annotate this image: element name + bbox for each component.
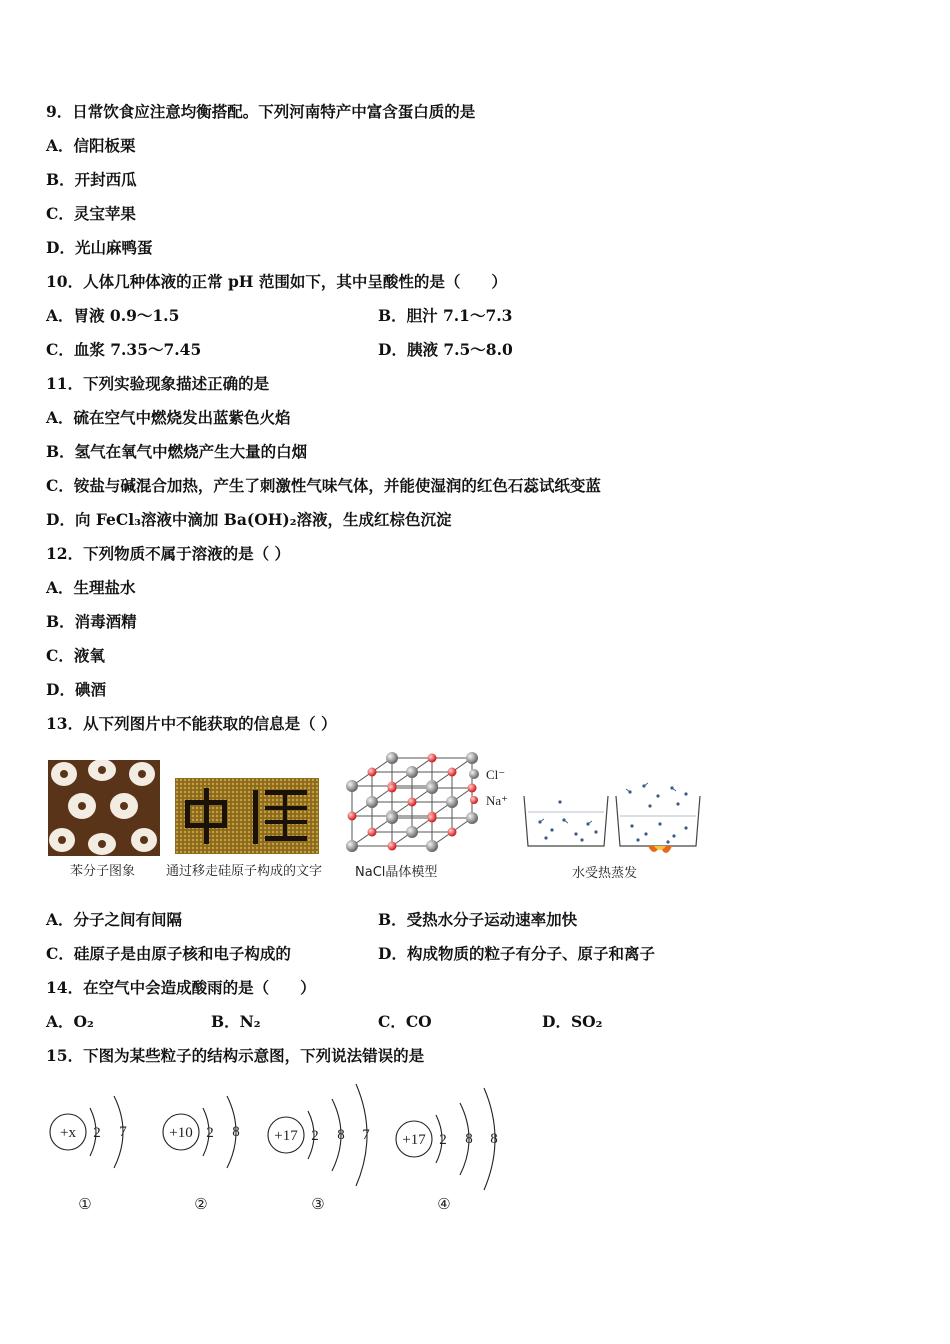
atom-structure-diagrams: [40, 1078, 520, 1218]
atom-3-shell-3: 7: [362, 1127, 370, 1143]
atom-2-label: ②: [194, 1197, 208, 1213]
atom-4-shell-3: 8: [490, 1131, 498, 1147]
q14-option-d[interactable]: D．SO₂: [542, 1012, 603, 1031]
q14-option-a[interactable]: A．O₂: [46, 1012, 94, 1031]
q11-stem: 11．下列实验现象描述正确的是: [46, 374, 270, 393]
q15-stem: 15．下图为某些粒子的结构示意图，下列说法错误的是: [46, 1046, 425, 1065]
q9-stem: 9．日常饮食应注意均衡搭配。下列河南特产中富含蛋白质的是: [46, 102, 476, 121]
q9-option-b[interactable]: B．开封西瓜: [46, 170, 137, 189]
atom-1-nucleus-label: +x: [60, 1125, 76, 1141]
q12-option-b[interactable]: B．消毒酒精: [46, 612, 137, 631]
q13-option-a[interactable]: A．分子之间有间隔: [46, 910, 183, 929]
atom-3-shell-1: 2: [311, 1128, 319, 1144]
q10-stem: 10．人体几种体液的正常 pH 范围如下，其中呈酸性的是（ ）: [46, 272, 507, 291]
na-legend-swatch: [470, 796, 478, 804]
benzene-molecule-image: [48, 760, 160, 856]
q10-option-c[interactable]: C．血浆 7.35～7.45: [46, 340, 202, 359]
atom-4-shell-2: 8: [465, 1131, 473, 1147]
atom-1-label: ①: [78, 1197, 92, 1213]
q13-stem: 13．从下列图片中不能获取的信息是（ ）: [46, 714, 337, 733]
atom-3-label: ③: [311, 1197, 325, 1213]
q14-option-c[interactable]: C．CO: [378, 1012, 432, 1031]
atom-2-shell-2: 8: [232, 1124, 240, 1140]
q12-option-c[interactable]: C．液氧: [46, 646, 105, 665]
q14-option-b[interactable]: B．N₂: [211, 1012, 261, 1031]
q13-option-c[interactable]: C．硅原子是由原子核和电子构成的: [46, 944, 291, 963]
caption-silicon: 通过移走硅原子构成的文字: [166, 864, 323, 879]
q9-option-c[interactable]: C．灵宝苹果: [46, 204, 136, 223]
atom-2-nucleus-label: +10: [169, 1125, 193, 1141]
legend-cl: Cl⁻: [486, 767, 506, 782]
cl-legend-swatch: [469, 769, 479, 779]
caption-nacl: NaCl晶体模型: [355, 865, 438, 880]
atom-1-shell-2: 7: [119, 1124, 127, 1140]
atom-2-shell-1: 2: [206, 1125, 214, 1141]
q9-option-d[interactable]: D．光山麻鸭蛋: [46, 238, 153, 257]
silicon-atom-text-image: [175, 778, 319, 854]
atom-4-label: ④: [437, 1197, 451, 1213]
water-evaporation-image: [520, 782, 706, 862]
q10-option-a[interactable]: A．胃液 0.9～1.5: [46, 306, 180, 325]
q11-option-b[interactable]: B．氢气在氧气中燃烧产生大量的白烟: [46, 442, 308, 461]
q13-option-d[interactable]: D．构成物质的粒子有分子、原子和离子: [378, 944, 655, 963]
q12-option-d[interactable]: D．碘酒: [46, 680, 106, 699]
atom-4-shell-1: 2: [439, 1132, 447, 1148]
q11-option-c[interactable]: C．铵盐与碱混合加热，产生了刺激性气味气体，并能使湿润的红色石蕊试纸变蓝: [46, 476, 601, 495]
q11-option-d[interactable]: D．向 FeCl₃溶液中滴加 Ba(OH)₂溶液，生成红棕色沉淀: [46, 510, 452, 529]
atom-3-shell-2: 8: [337, 1127, 345, 1143]
q14-stem: 14．在空气中会造成酸雨的是（ ）: [46, 978, 316, 997]
caption-benzene: 苯分子图象: [70, 864, 136, 879]
q12-option-a[interactable]: A．生理盐水: [46, 578, 136, 597]
atom-4-nucleus-label: +17: [402, 1132, 426, 1148]
legend-na: Na⁺: [486, 793, 509, 808]
q9-option-a[interactable]: A．信阳板栗: [46, 136, 136, 155]
atom-3-nucleus-label: +17: [274, 1128, 298, 1144]
q11-option-a[interactable]: A．硫在空气中燃烧发出蓝紫色火焰: [46, 408, 291, 427]
q10-option-b[interactable]: B．胆汁 7.1～7.3: [378, 306, 513, 325]
atom-1-shell-1: 2: [93, 1125, 101, 1141]
q10-option-d[interactable]: D．胰液 7.5～8.0: [378, 340, 513, 359]
q12-stem: 12．下列物质不属于溶液的是（ ）: [46, 544, 290, 563]
caption-evaporation: 水受热蒸发: [572, 866, 638, 881]
q13-option-b[interactable]: B．受热水分子运动速率加快: [378, 910, 578, 929]
